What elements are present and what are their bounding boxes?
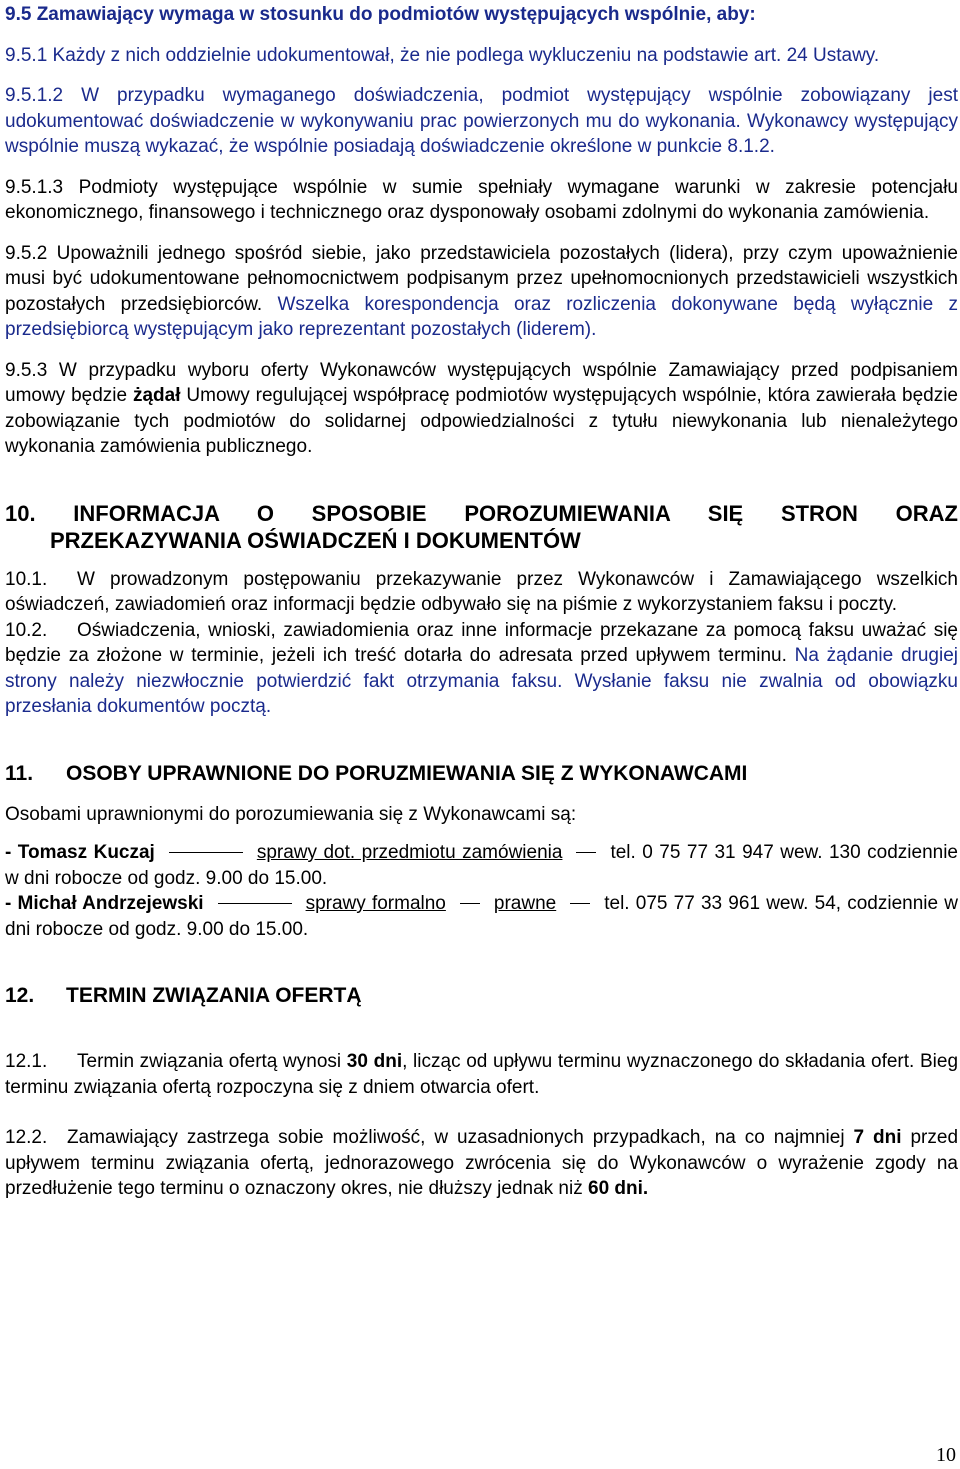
section-11-heading — [5, 760, 958, 787]
paragraph-10-1-number: 10.1. — [5, 568, 48, 590]
contact-person-2 — [5, 891, 958, 942]
section-11-number: 11. — [5, 761, 34, 785]
paragraph-10-2 — [5, 618, 958, 720]
dash-divider — [169, 852, 243, 853]
paragraph-9-5-1-2 — [5, 83, 958, 160]
section-12-heading — [5, 982, 958, 1009]
paragraph-10-2-text-2: Na żądanie drugiej strony należy niezwłocznie potwierdzić fakt otrzymania faksu. Wysłanie faksu nie zwalnia od obowiązku przesłania dokumentów pocztą. — [5, 645, 958, 717]
section-12-number: 12. — [5, 984, 35, 1007]
dash-divider — [576, 852, 596, 853]
paragraph-9-5-3-text: 9.5.3 W przypadku wyboru oferty Wykonawców występujących wspólnie Zamawiający przed podpisaniem umowy będzie — [5, 359, 958, 406]
paragraph-9-5-1: 9.5.1 Każdy z nich oddzielnie udokumentował, że nie podlega wykluczeniu na podstawie art. 24 Ustawy. — [5, 44, 880, 66]
paragraph-9-5-3 — [5, 358, 958, 460]
contact-person-1-contact: tel. 0 75 77 31 947 wew. 130 codziennie w dni robocze od godz. 9.00 do 15.00. — [5, 842, 958, 889]
paragraph-12-1 — [5, 1049, 958, 1100]
paragraph-9-5-3-text-2: Umowy regulującej współpracę podmiotów występujących wspólnie, która zawierała będzie zobowiązanie tych podmiotów do solidarnej odpowiedzialności z tytułu niewykonania lub nienależytego wykonania zamówienia publicznego. — [5, 385, 958, 457]
paragraph-9-5-1-3 — [5, 175, 958, 226]
paragraph-10-1-text: W prowadzonym postępowaniu przekazywanie przez Wykonawców i Zamawiającego wszelkich oświadczeń, zawiadomień oraz informacji będzie odbywało się na piśmie z wykorzystaniem faksu i poczty. — [5, 568, 958, 615]
contact-person-1 — [5, 840, 958, 891]
paragraph-12-2 — [5, 1125, 958, 1202]
paragraph-9-5-1-2-text-2: Wykonawcy występujący wspólnie muszą wykazać, że wspólnie posiadają doświadczenie określone w punkcie 8.1.2. — [5, 110, 958, 157]
paragraph-12-1-text: Termin związania ofertą wynosi — [77, 1051, 347, 1072]
paragraph-12-1-number: 12.1. — [5, 1051, 48, 1072]
paragraph-9-5-1-2-text: 9.5.1.2 W przypadku wymaganego doświadczenia, podmiot występujący wspólnie zobowiązany jest udokumentować doświadczenie w wykonywaniu prac powierzonych mu do wykonania. — [5, 85, 958, 132]
dash-divider — [460, 903, 480, 904]
section-11-intro: Osobami uprawnionymi do porozumiewania się z Wykonawcami są: — [5, 803, 577, 825]
paragraph-12-2-text-2: przed upływem terminu związania ofertą, jednorazowego zwrócenia się do Wykonawców o wyrażenie zgody na przedłużenie tego terminu o oznaczony okres, nie dłuższy jednak niż — [5, 1127, 959, 1199]
section-9-5-heading: 9.5 Zamawiający wymaga w stosunku do podmiotów występujących wspólnie, aby: — [5, 4, 756, 25]
section-10-heading-line-2: PRZEKAZYWANIA OŚWIADCZEŃ I DOKUMENTÓW — [50, 527, 581, 553]
paragraph-12-2-number: 12.2. — [5, 1127, 48, 1148]
contact-person-2-role-b: prawne — [493, 893, 557, 914]
paragraph-12-1-text-2: , licząc od upływu terminu wyznaczonego do składania ofert. Bieg terminu związania ofertą rozpoczyna się z dniem otwarcia ofert. — [5, 1051, 959, 1098]
dash-divider — [218, 903, 292, 904]
section-11-title: OSOBY UPRAWNIONE DO PORUZMIEWANIA SIĘ Z WYKONAWCAMI — [66, 761, 748, 785]
contact-person-1-role: sprawy dot. przedmiotu zamówienia — [256, 842, 563, 863]
dash-divider — [570, 903, 590, 904]
contact-person-2-name: - Michał Andrzejewski — [5, 893, 204, 914]
contact-person-2-role — [306, 893, 557, 914]
paragraph-9-5-2 — [5, 241, 958, 343]
contact-person-1-name: - Tomasz Kuczaj — [5, 842, 155, 863]
contact-person-2-role-a: sprawy formalno — [305, 893, 446, 914]
page-number: 10 — [936, 1444, 956, 1466]
paragraph-10-2-text: Oświadczenia, wnioski, zawiadomienia oraz inne informacje przekazane za pomocą faksu uważać się będzie za złożone w terminie, jeżeli ich treść dotarła do adresata przed upływem terminu. — [5, 619, 958, 666]
paragraph-12-1-bold: 30 dni — [346, 1051, 403, 1072]
paragraph-9-5-2-text: 9.5.2 Upoważnili jednego spośród siebie, jako przedstawiciela pozostałych (lidera), przy czym upoważnienie musi być udokumentowane pełnomocnictwem podpisanym przez upełnomocnionych przedstawicieli wszystkich pozostałych przedsiębiorców. — [5, 242, 958, 315]
paragraph-12-2-bold-2: 60 dni. — [588, 1178, 649, 1199]
section-10-heading-line-1: 10. INFORMACJA O SPOSOBIE POROZUMIEWANIA SIĘ STRON ORAZ — [5, 500, 958, 526]
paragraph-9-5-1-3-text: 9.5.1.3 Podmioty występujące wspólnie w sumie spełniały wymagane warunki w zakresie potencjału ekonomicznego, finansowego i technicznego oraz dysponowały osobami zdolnymi do wykonania zamówienia. — [5, 176, 958, 223]
paragraph-12-2-bold-1: 7 dni — [853, 1127, 902, 1148]
document-page — [5, 2, 958, 1202]
paragraph-9-5-2-text-2: Wszelka korespondencja oraz rozliczenia dokonywane będą wyłącznie z przedsiębiorcą występującym jako reprezentant pozostałych (liderem). — [5, 293, 958, 340]
paragraph-12-2-text: Zamawiający zastrzega sobie możliwość, w uzasadnionych przypadkach, na co najmniej — [67, 1127, 854, 1148]
paragraph-10-1 — [5, 567, 958, 618]
paragraph-9-5-3-bold: żądał — [132, 385, 181, 406]
paragraph-10-2-number: 10.2. — [5, 619, 48, 641]
section-10-heading — [5, 500, 958, 554]
contact-person-2-contact: tel. 075 77 33 961 wew. 54, codziennie w dni robocze od godz. 9.00 do 15.00. — [5, 893, 958, 940]
section-12-title: TERMIN ZWIĄZANIA OFERTĄ — [66, 984, 362, 1007]
